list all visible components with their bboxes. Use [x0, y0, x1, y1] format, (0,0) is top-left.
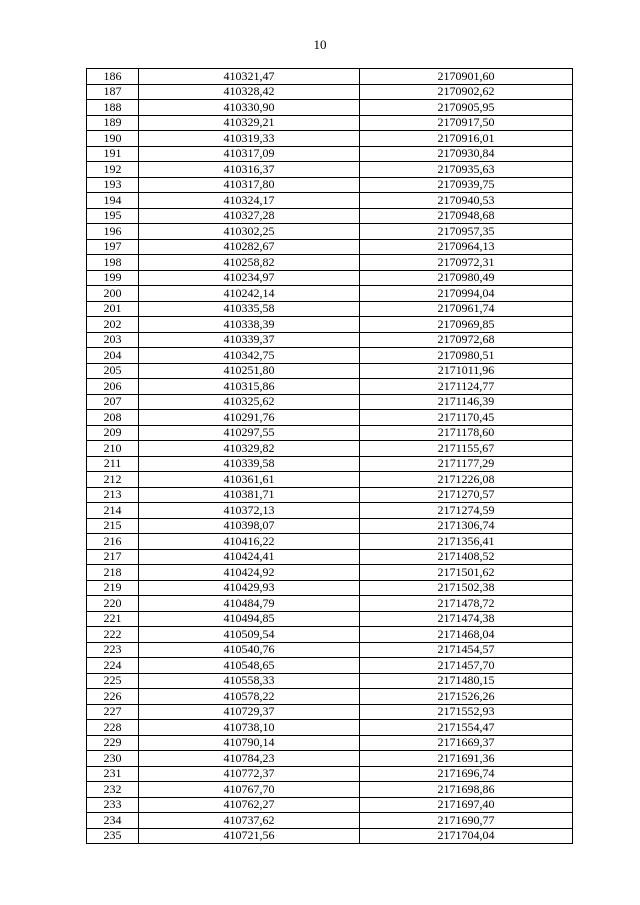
x-coordinate-cell: 410767,70	[139, 782, 360, 798]
x-coordinate-cell: 410784,23	[139, 751, 360, 767]
x-coordinate-cell: 410540,76	[139, 642, 360, 658]
y-coordinate-cell: 2171146,39	[360, 394, 573, 410]
x-coordinate-cell: 410342,75	[139, 348, 360, 364]
table-row	[87, 487, 573, 503]
table-row	[87, 317, 573, 333]
y-coordinate-cell: 2170994,04	[360, 286, 573, 302]
point-number-cell: 226	[87, 689, 139, 705]
table-row	[87, 828, 573, 844]
point-number-cell: 208	[87, 410, 139, 426]
y-coordinate-cell: 2171274,59	[360, 503, 573, 519]
point-number-cell: 188	[87, 100, 139, 116]
point-number-cell: 225	[87, 673, 139, 689]
y-coordinate-cell: 2171011,96	[360, 363, 573, 379]
table-row	[87, 534, 573, 550]
point-number-cell: 203	[87, 332, 139, 348]
table-row	[87, 580, 573, 596]
point-number-cell: 232	[87, 782, 139, 798]
point-number-cell: 205	[87, 363, 139, 379]
x-coordinate-cell: 410317,09	[139, 146, 360, 162]
point-number-cell: 219	[87, 580, 139, 596]
table-row	[87, 782, 573, 798]
table-row	[87, 689, 573, 705]
point-number-cell: 202	[87, 317, 139, 333]
point-number-cell: 195	[87, 208, 139, 224]
table-row	[87, 255, 573, 271]
x-coordinate-cell: 410729,37	[139, 704, 360, 720]
table-row	[87, 131, 573, 147]
y-coordinate-cell: 2170948,68	[360, 208, 573, 224]
y-coordinate-cell: 2171526,26	[360, 689, 573, 705]
y-coordinate-cell: 2171177,29	[360, 456, 573, 472]
y-coordinate-cell: 2170980,51	[360, 348, 573, 364]
y-coordinate-cell: 2171554,47	[360, 720, 573, 736]
point-number-cell: 186	[87, 69, 139, 85]
table-row	[87, 766, 573, 782]
x-coordinate-cell: 410242,14	[139, 286, 360, 302]
x-coordinate-cell: 410558,33	[139, 673, 360, 689]
y-coordinate-cell: 2170972,68	[360, 332, 573, 348]
x-coordinate-cell: 410762,27	[139, 797, 360, 813]
point-number-cell: 197	[87, 239, 139, 255]
table-row	[87, 224, 573, 240]
x-coordinate-cell: 410315,86	[139, 379, 360, 395]
y-coordinate-cell: 2170916,01	[360, 131, 573, 147]
x-coordinate-cell: 410424,92	[139, 565, 360, 581]
table-row	[87, 394, 573, 410]
table-row	[87, 332, 573, 348]
x-coordinate-cell: 410339,37	[139, 332, 360, 348]
y-coordinate-cell: 2171306,74	[360, 518, 573, 534]
y-coordinate-cell: 2171178,60	[360, 425, 573, 441]
point-number-cell: 209	[87, 425, 139, 441]
table-row	[87, 673, 573, 689]
x-coordinate-cell: 410297,55	[139, 425, 360, 441]
x-coordinate-cell: 410330,90	[139, 100, 360, 116]
point-number-cell: 206	[87, 379, 139, 395]
point-number-cell: 223	[87, 642, 139, 658]
table-row	[87, 239, 573, 255]
x-coordinate-cell: 410325,62	[139, 394, 360, 410]
x-coordinate-cell: 410321,47	[139, 69, 360, 85]
y-coordinate-cell: 2171697,40	[360, 797, 573, 813]
point-number-cell: 227	[87, 704, 139, 720]
table-row	[87, 162, 573, 178]
table-row	[87, 410, 573, 426]
table-row	[87, 348, 573, 364]
x-coordinate-cell: 410234,97	[139, 270, 360, 286]
x-coordinate-cell: 410484,79	[139, 596, 360, 612]
y-coordinate-cell: 2171226,08	[360, 472, 573, 488]
x-coordinate-cell: 410328,42	[139, 84, 360, 100]
table-row	[87, 596, 573, 612]
table-row	[87, 658, 573, 674]
x-coordinate-cell: 410327,28	[139, 208, 360, 224]
point-number-cell: 204	[87, 348, 139, 364]
x-coordinate-cell: 410319,33	[139, 131, 360, 147]
coordinates-table-body	[87, 69, 573, 844]
point-number-cell: 210	[87, 441, 139, 457]
table-row	[87, 363, 573, 379]
x-coordinate-cell: 410291,76	[139, 410, 360, 426]
y-coordinate-cell: 2170961,74	[360, 301, 573, 317]
point-number-cell: 235	[87, 828, 139, 844]
point-number-cell: 196	[87, 224, 139, 240]
x-coordinate-cell: 410329,21	[139, 115, 360, 131]
table-row	[87, 704, 573, 720]
y-coordinate-cell: 2170930,84	[360, 146, 573, 162]
x-coordinate-cell: 410361,61	[139, 472, 360, 488]
point-number-cell: 233	[87, 797, 139, 813]
table-row	[87, 720, 573, 736]
y-coordinate-cell: 2171552,93	[360, 704, 573, 720]
y-coordinate-cell: 2170935,63	[360, 162, 573, 178]
table-row	[87, 518, 573, 534]
y-coordinate-cell: 2170957,35	[360, 224, 573, 240]
point-number-cell: 190	[87, 131, 139, 147]
table-row	[87, 425, 573, 441]
y-coordinate-cell: 2171698,86	[360, 782, 573, 798]
y-coordinate-cell: 2170902,62	[360, 84, 573, 100]
x-coordinate-cell: 410335,58	[139, 301, 360, 317]
table-row	[87, 549, 573, 565]
point-number-cell: 231	[87, 766, 139, 782]
point-number-cell: 201	[87, 301, 139, 317]
point-number-cell: 215	[87, 518, 139, 534]
table-row	[87, 642, 573, 658]
y-coordinate-cell: 2170972,31	[360, 255, 573, 271]
y-coordinate-cell: 2171474,38	[360, 611, 573, 627]
table-row	[87, 208, 573, 224]
point-number-cell: 199	[87, 270, 139, 286]
point-number-cell: 191	[87, 146, 139, 162]
table-row	[87, 503, 573, 519]
point-number-cell: 193	[87, 177, 139, 193]
y-coordinate-cell: 2171480,15	[360, 673, 573, 689]
point-number-cell: 230	[87, 751, 139, 767]
y-coordinate-cell: 2171454,57	[360, 642, 573, 658]
point-number-cell: 211	[87, 456, 139, 472]
y-coordinate-cell: 2171704,04	[360, 828, 573, 844]
table-row	[87, 100, 573, 116]
x-coordinate-cell: 410398,07	[139, 518, 360, 534]
x-coordinate-cell: 410578,22	[139, 689, 360, 705]
point-number-cell: 229	[87, 735, 139, 751]
point-number-cell: 224	[87, 658, 139, 674]
table-row	[87, 441, 573, 457]
x-coordinate-cell: 410738,10	[139, 720, 360, 736]
y-coordinate-cell: 2171501,62	[360, 565, 573, 581]
point-number-cell: 218	[87, 565, 139, 581]
table-row	[87, 797, 573, 813]
y-coordinate-cell: 2170940,53	[360, 193, 573, 209]
y-coordinate-cell: 2171124,77	[360, 379, 573, 395]
table-row	[87, 735, 573, 751]
y-coordinate-cell: 2171170,45	[360, 410, 573, 426]
point-number-cell: 221	[87, 611, 139, 627]
y-coordinate-cell: 2171691,36	[360, 751, 573, 767]
table-row	[87, 286, 573, 302]
table-row	[87, 627, 573, 643]
point-number-cell: 234	[87, 813, 139, 829]
y-coordinate-cell: 2171408,52	[360, 549, 573, 565]
y-coordinate-cell: 2171270,57	[360, 487, 573, 503]
x-coordinate-cell: 410372,13	[139, 503, 360, 519]
point-number-cell: 228	[87, 720, 139, 736]
y-coordinate-cell: 2171502,38	[360, 580, 573, 596]
x-coordinate-cell: 410381,71	[139, 487, 360, 503]
table-row	[87, 193, 573, 209]
table-row	[87, 177, 573, 193]
x-coordinate-cell: 410416,22	[139, 534, 360, 550]
table-row	[87, 301, 573, 317]
y-coordinate-cell: 2171468,04	[360, 627, 573, 643]
table-row	[87, 69, 573, 85]
x-coordinate-cell: 410772,37	[139, 766, 360, 782]
x-coordinate-cell: 410494,85	[139, 611, 360, 627]
x-coordinate-cell: 410329,82	[139, 441, 360, 457]
x-coordinate-cell: 410721,56	[139, 828, 360, 844]
point-number-cell: 216	[87, 534, 139, 550]
x-coordinate-cell: 410302,25	[139, 224, 360, 240]
x-coordinate-cell: 410324,17	[139, 193, 360, 209]
x-coordinate-cell: 410317,80	[139, 177, 360, 193]
table-row	[87, 813, 573, 829]
x-coordinate-cell: 410251,80	[139, 363, 360, 379]
table-row	[87, 565, 573, 581]
x-coordinate-cell: 410790,14	[139, 735, 360, 751]
x-coordinate-cell: 410424,41	[139, 549, 360, 565]
x-coordinate-cell: 410737,62	[139, 813, 360, 829]
point-number-cell: 189	[87, 115, 139, 131]
x-coordinate-cell: 410258,82	[139, 255, 360, 271]
point-number-cell: 187	[87, 84, 139, 100]
table-row	[87, 270, 573, 286]
x-coordinate-cell: 410339,58	[139, 456, 360, 472]
x-coordinate-cell: 410316,37	[139, 162, 360, 178]
point-number-cell: 217	[87, 549, 139, 565]
x-coordinate-cell: 410282,67	[139, 239, 360, 255]
table-row	[87, 472, 573, 488]
table-row	[87, 751, 573, 767]
x-coordinate-cell: 410509,54	[139, 627, 360, 643]
y-coordinate-cell: 2171457,70	[360, 658, 573, 674]
table-row	[87, 611, 573, 627]
table-row	[87, 84, 573, 100]
point-number-cell: 207	[87, 394, 139, 410]
table-row	[87, 379, 573, 395]
y-coordinate-cell: 2171669,37	[360, 735, 573, 751]
y-coordinate-cell: 2170969,85	[360, 317, 573, 333]
y-coordinate-cell: 2171696,74	[360, 766, 573, 782]
point-number-cell: 198	[87, 255, 139, 271]
point-number-cell: 220	[87, 596, 139, 612]
y-coordinate-cell: 2170980,49	[360, 270, 573, 286]
y-coordinate-cell: 2171690,77	[360, 813, 573, 829]
y-coordinate-cell: 2171478,72	[360, 596, 573, 612]
x-coordinate-cell: 410548,65	[139, 658, 360, 674]
y-coordinate-cell: 2170905,95	[360, 100, 573, 116]
point-number-cell: 194	[87, 193, 139, 209]
x-coordinate-cell: 410429,93	[139, 580, 360, 596]
table-row	[87, 456, 573, 472]
y-coordinate-cell: 2170917,50	[360, 115, 573, 131]
y-coordinate-cell: 2170939,75	[360, 177, 573, 193]
point-number-cell: 192	[87, 162, 139, 178]
point-number-cell: 214	[87, 503, 139, 519]
y-coordinate-cell: 2170964,13	[360, 239, 573, 255]
table-row	[87, 146, 573, 162]
point-number-cell: 213	[87, 487, 139, 503]
point-number-cell: 200	[87, 286, 139, 302]
coordinates-table	[86, 68, 573, 844]
y-coordinate-cell: 2170901,60	[360, 69, 573, 85]
y-coordinate-cell: 2171356,41	[360, 534, 573, 550]
page-number: 10	[313, 37, 327, 52]
point-number-cell: 212	[87, 472, 139, 488]
y-coordinate-cell: 2171155,67	[360, 441, 573, 457]
point-number-cell: 222	[87, 627, 139, 643]
x-coordinate-cell: 410338,39	[139, 317, 360, 333]
table-row	[87, 115, 573, 131]
